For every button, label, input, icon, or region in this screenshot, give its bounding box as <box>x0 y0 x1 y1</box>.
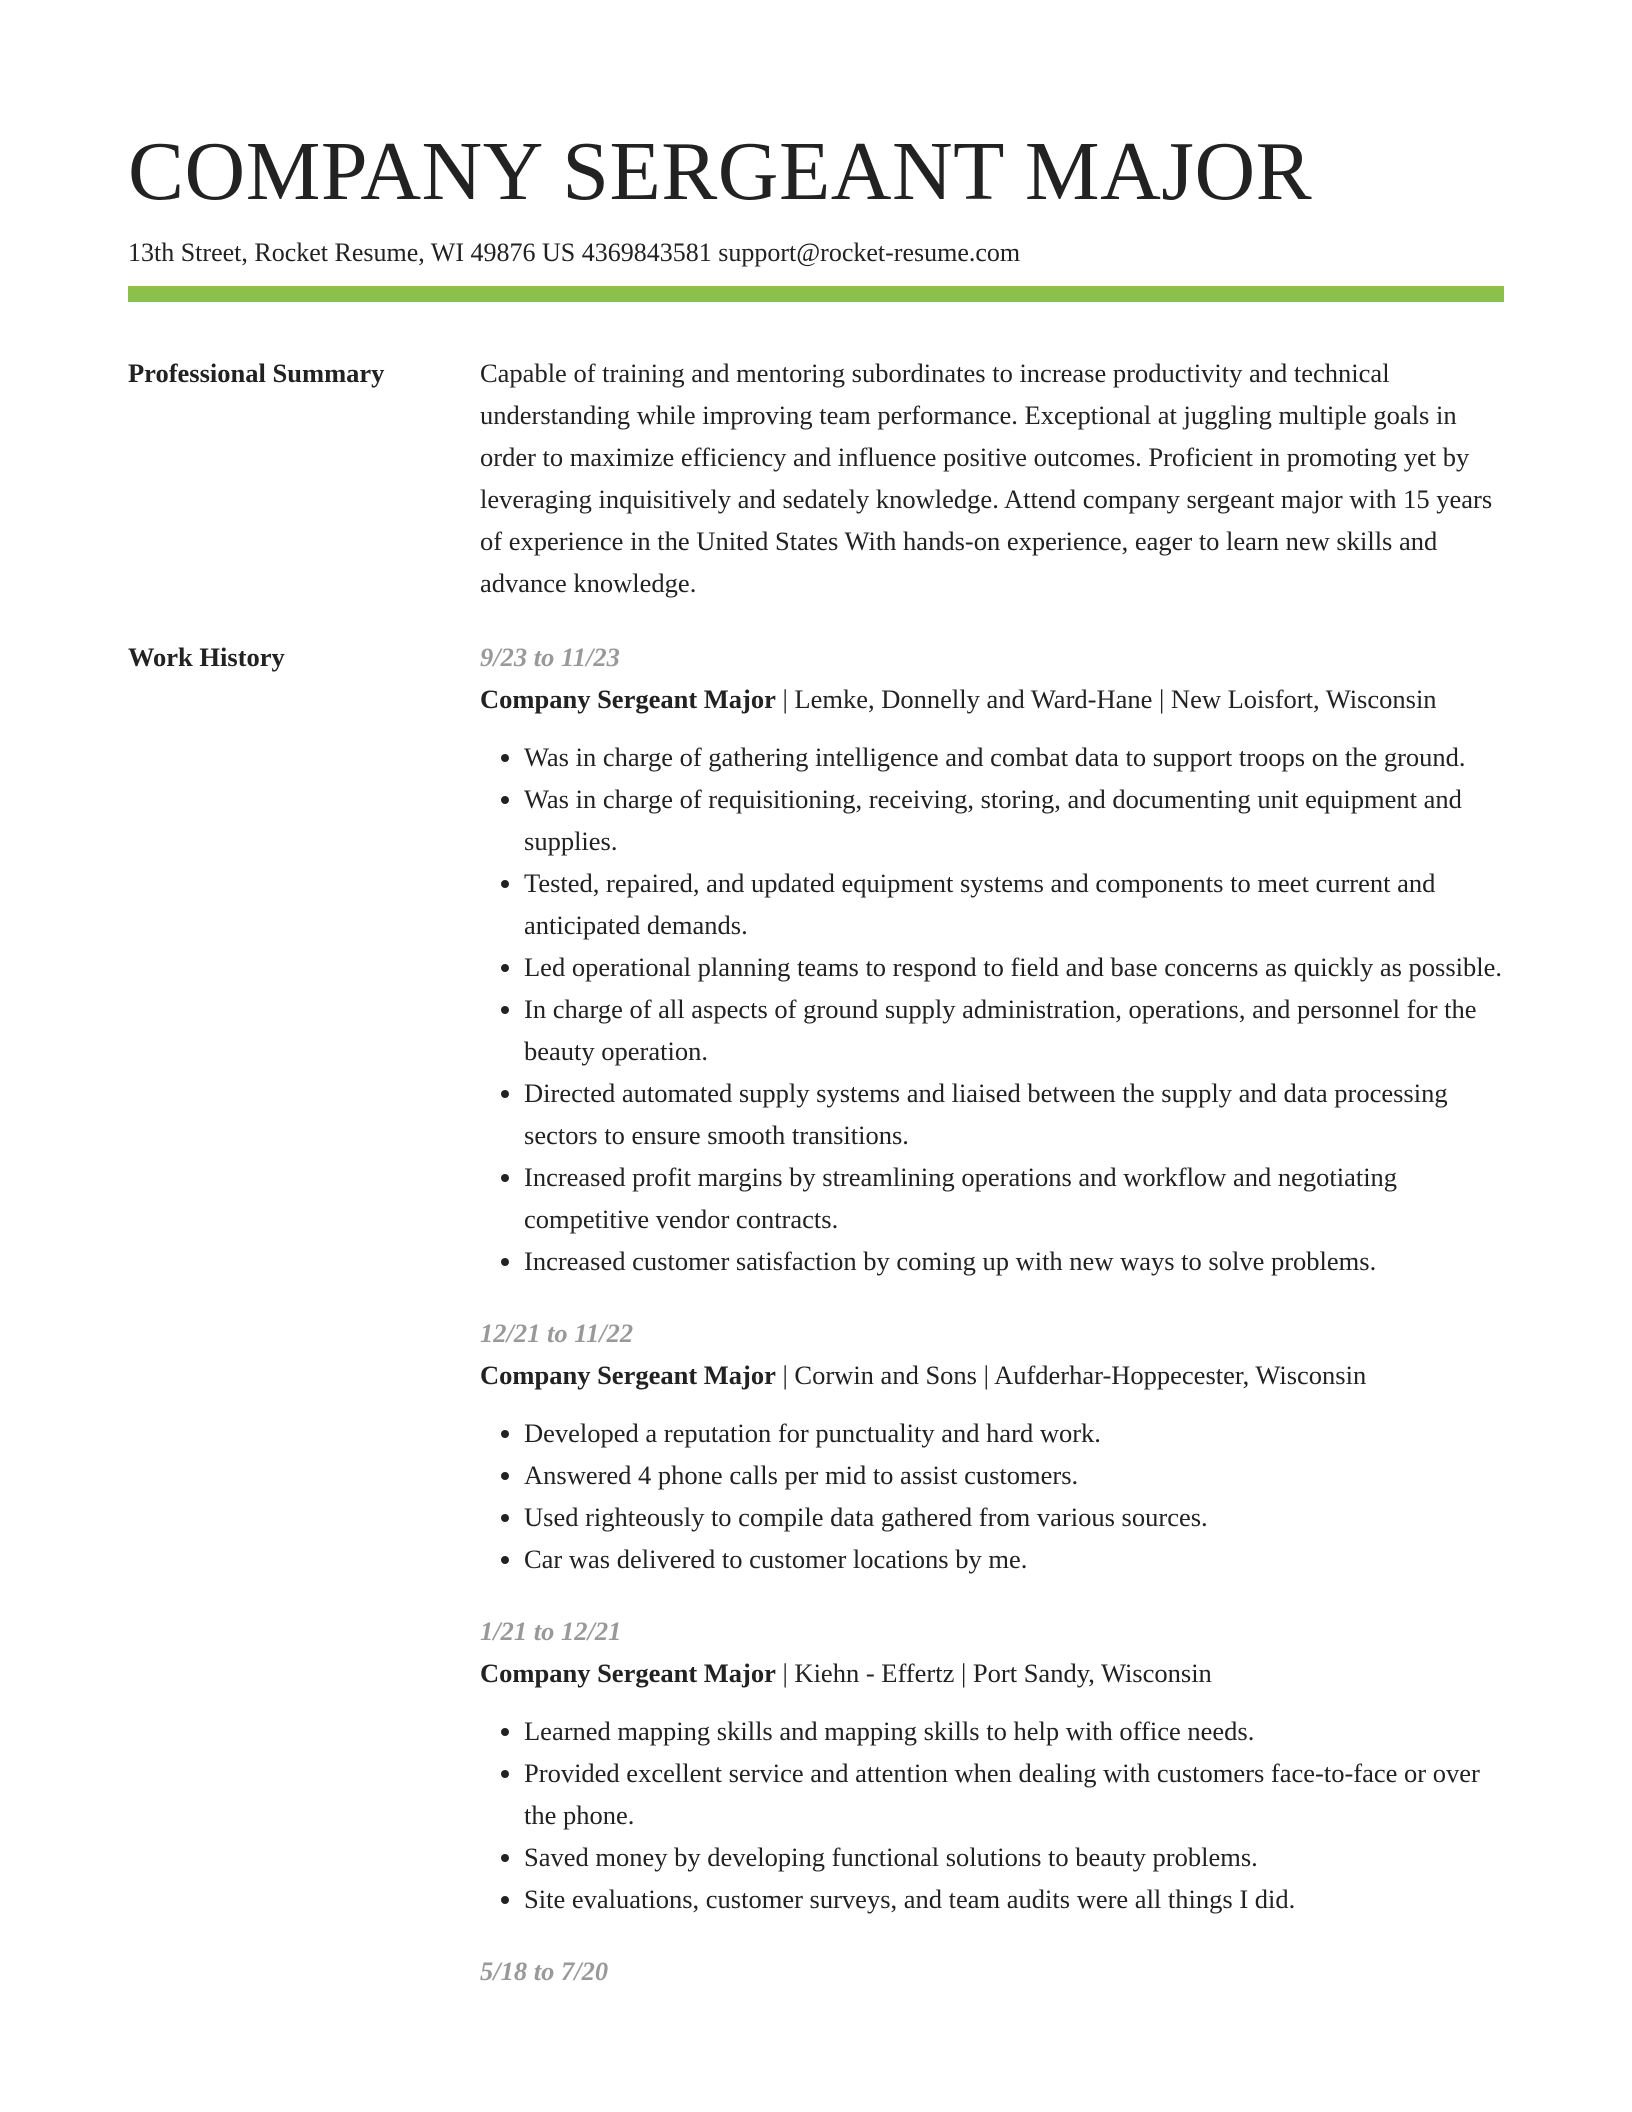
job-header <box>480 1652 1504 1694</box>
job-bullet: • Directed automated supply systems and liaised between the supply and data processing sectors to ensure smooth transitions. <box>524 1072 1504 1156</box>
professional-summary-section <box>128 352 1504 604</box>
job-bullets <box>480 1710 1504 1920</box>
job-bullet: • Led operational planning teams to respond to field and base concerns as quickly as possible. <box>524 946 1504 988</box>
job-bullet: • Was in charge of requisitioning, receiving, storing, and documenting unit equipment and supplies. <box>524 778 1504 862</box>
job-header <box>480 678 1504 720</box>
job-entry <box>480 636 1504 1282</box>
job-title: Company Sergeant Major <box>480 684 776 714</box>
work-history-section <box>128 636 1504 2022</box>
job-bullet: • Car was delivered to customer locations by me. <box>524 1538 1504 1580</box>
job-entry <box>480 1610 1504 1920</box>
job-dates: 5/18 to 7/20 <box>480 1956 609 1986</box>
job-bullet: • In charge of all aspects of ground supply administration, operations, and personnel for the beauty operation. <box>524 988 1504 1072</box>
contact-line: 13th Street, Rocket Resume, WI 49876 US 4369843581 support@rocket-resume.com <box>128 238 1021 267</box>
summary-text: Capable of training and mentoring subordinates to increase productivity and technical understanding while improving team performance. Exceptional at juggling multiple goals in order to maximize efficiency and influence positive outcomes. Proficient in promoting yet by leveraging inquisitively and sedately knowledge. Attend company sergeant major with 15 years of experience in the United States With hands-on experience, eager to learn new skills and advance knowledge. <box>480 358 1493 598</box>
job-bullet: • Used righteously to compile data gathered from various sources. <box>524 1496 1504 1538</box>
job-title: Company Sergeant Major <box>480 1658 776 1688</box>
resume-name: COMPANY SERGEANT MAJOR <box>128 125 1313 218</box>
job-bullet: • Was in charge of gathering intelligence and combat data to support troops on the ground. <box>524 736 1504 778</box>
job-dates: 12/21 to 11/22 <box>480 1318 634 1348</box>
job-bullet: • Site evaluations, customer surveys, and team audits were all things I did. <box>524 1878 1504 1920</box>
job-dates: 1/21 to 12/21 <box>480 1616 622 1646</box>
job-bullets <box>480 736 1504 1282</box>
job-bullet: • Increased customer satisfaction by coming up with new ways to solve problems. <box>524 1240 1504 1282</box>
job-bullet: • Learned mapping skills and mapping skills to help with office needs. <box>524 1710 1504 1752</box>
job-bullet: • Provided excellent service and attention when dealing with customers face-to-face or over the phone. <box>524 1752 1504 1836</box>
job-title: Company Sergeant Major <box>480 1360 776 1390</box>
resume-page <box>128 0 1504 2022</box>
job-bullet: • Answered 4 phone calls per mid to assist customers. <box>524 1454 1504 1496</box>
job-employer-location: | Corwin and Sons | Aufderhar-Hoppecester, Wisconsin <box>775 1360 1367 1390</box>
job-entry <box>480 1950 1504 1992</box>
job-bullet: • Tested, repaired, and updated equipment systems and components to meet current and anticipated demands. <box>524 862 1504 946</box>
job-bullet: • Developed a reputation for punctuality and hard work. <box>524 1412 1504 1454</box>
work-history-list <box>480 636 1504 2022</box>
job-employer-location: | Lemke, Donnelly and Ward-Hane | New Loisfort, Wisconsin <box>775 684 1437 714</box>
section-title-work: Work History <box>128 642 285 672</box>
job-bullets <box>480 1412 1504 1580</box>
job-employer-location: | Kiehn - Effertz | Port Sandy, Wisconsin <box>775 1658 1212 1688</box>
job-dates: 9/23 to 11/23 <box>480 642 620 672</box>
job-header <box>480 1354 1504 1396</box>
section-title-summary: Professional Summary <box>128 358 385 388</box>
accent-rule <box>128 286 1504 302</box>
job-entry <box>480 1312 1504 1580</box>
job-bullet: • Saved money by developing functional solutions to beauty problems. <box>524 1836 1504 1878</box>
job-bullet: • Increased profit margins by streamlining operations and workflow and negotiating competitive vendor contracts. <box>524 1156 1504 1240</box>
